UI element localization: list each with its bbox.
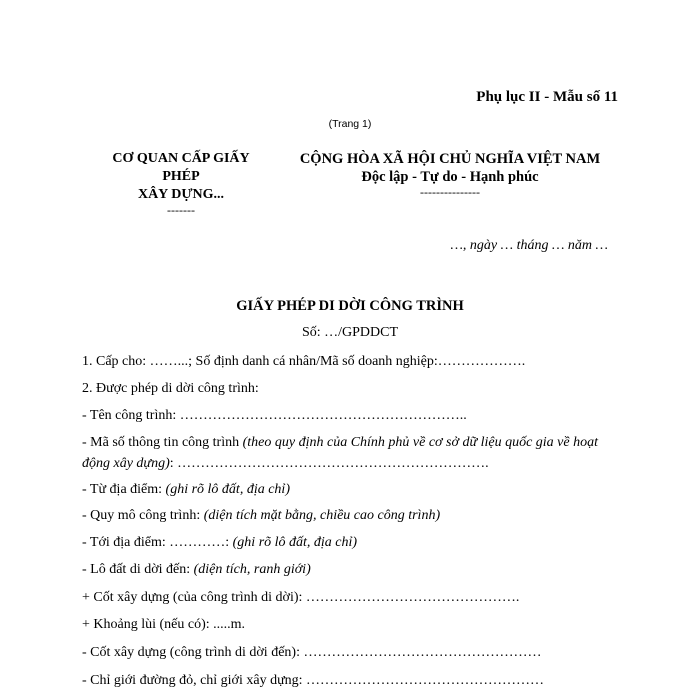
document-title: GIẤY PHÉP DI DỜI CÔNG TRÌNH (236, 298, 464, 314)
item-project-code (82, 432, 622, 474)
dateline: …, ngày … tháng … năm … (450, 238, 608, 253)
page-label: (Trang 1) (328, 118, 372, 130)
agency-line-1: CƠ QUAN CẤP GIẤY (112, 151, 250, 166)
issuing-agency (96, 150, 266, 216)
item-building-level-destination: - Cốt xây dựng (công trình di dời đến): …………………………………………… (82, 645, 542, 660)
national-header (280, 150, 620, 198)
agency-divider: ------- (167, 203, 195, 217)
item-setback: + Khoảng lùi (nếu có): .....m. (82, 617, 246, 632)
project-code-note: (theo quy định của Chính phủ về cơ sở dữ liệu quốc gia về hoạt động xây dựng) (82, 435, 599, 471)
agency-line-3: XÂY DỰNG... (137, 187, 225, 202)
document-number: Số: …/GPDDCT (301, 325, 399, 340)
appendix-label: Phụ lục II - Mẫu số 11 (476, 89, 618, 105)
item-boundary-lines: - Chỉ giới đường đỏ, chỉ giới xây dựng: …………………………………………… (82, 673, 545, 688)
item-destination-lot: - Lô đất di dời đến: (diện tích, ranh giới) (82, 562, 311, 577)
nation-divider: --------------- (420, 185, 480, 199)
item-project-name: - Tên công trình: …………………………………………………….. (82, 408, 467, 423)
nation-motto: Độc lập - Tự do - Hạnh phúc (361, 169, 539, 185)
item-building-level-relocated: + Cốt xây dựng (của công trình di dời): ………………………………………. (82, 590, 520, 605)
item-issued-to: 1. Cấp cho: ……...; Số định danh cá nhân/Mã số doanh nghiệp:………………. (82, 354, 526, 369)
item-to-location: - Tới địa điểm: …………: (ghi rõ lô đất, địa chỉ) (82, 535, 358, 550)
agency-line-2: PHÉP (162, 169, 200, 184)
project-code-label: - Mã số thông tin công trình (82, 435, 243, 450)
item-permitted: 2. Được phép di dời công trình: (82, 381, 259, 396)
item-scale: - Quy mô công trình: (diện tích mặt bằng, chiều cao công trình) (82, 508, 441, 523)
project-code-fill: : …………………………………………………………. (169, 456, 489, 471)
nation-title: CỘNG HÒA XÃ HỘI CHỦ NGHĨA VIỆT NAM (299, 151, 601, 167)
item-from-location: - Từ địa điểm: (ghi rõ lô đất, địa chỉ) (82, 482, 290, 497)
